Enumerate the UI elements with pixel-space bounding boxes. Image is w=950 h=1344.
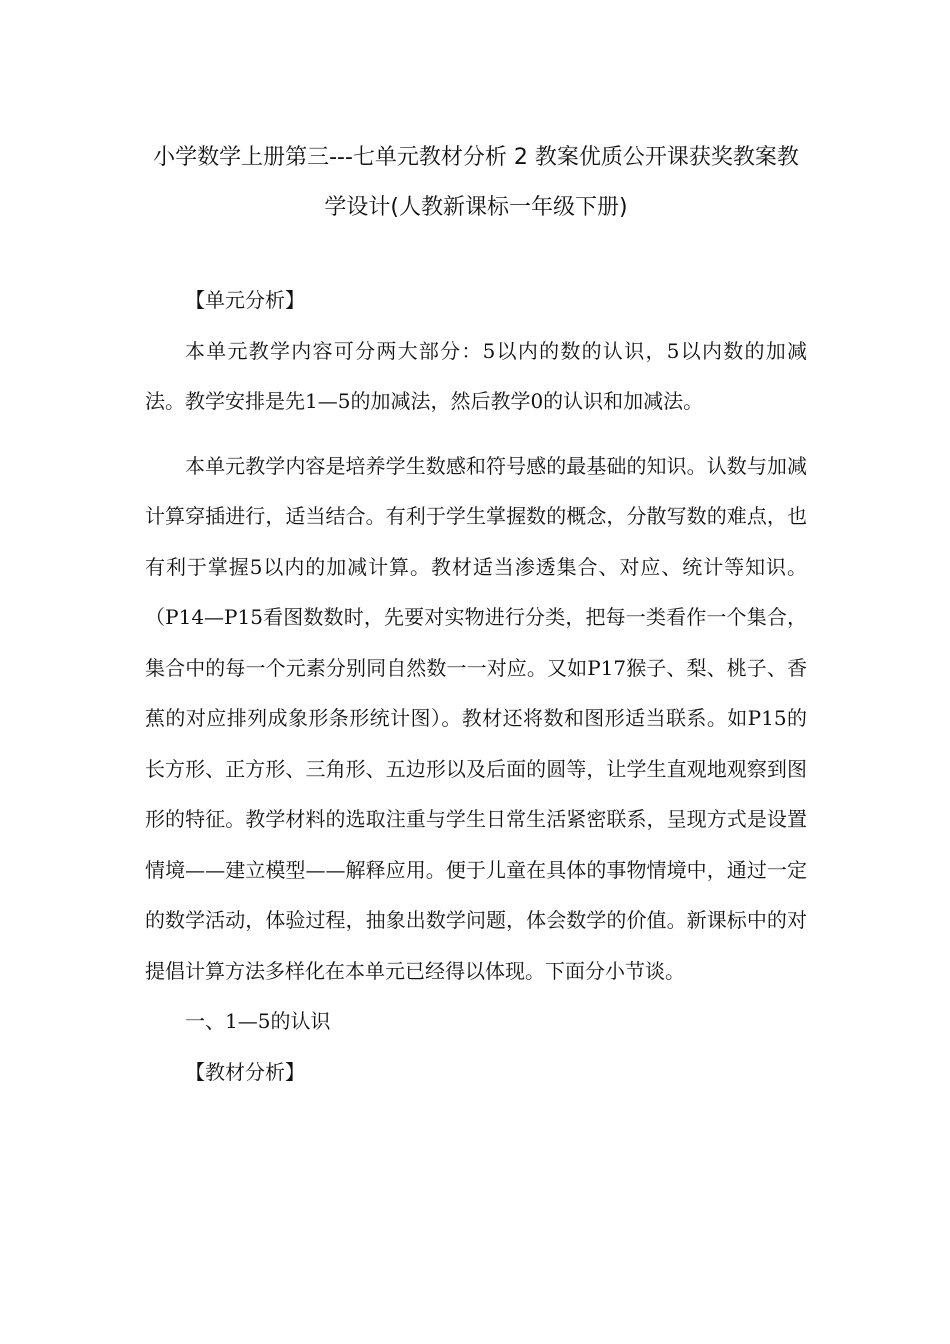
paragraph-1: 本单元教学内容可分两大部分：5以内的数的认识，5以内数的加减法。教学安排是先1—5的加减法，然后教学0的认识和加减法。 bbox=[145, 338, 807, 413]
unit-analysis-heading: 【单元分析】 bbox=[185, 288, 305, 312]
document-body bbox=[145, 275, 807, 1097]
subsection-heading: 一、1—5的认识 bbox=[185, 1009, 331, 1033]
material-analysis-heading: 【教材分析】 bbox=[185, 1059, 305, 1084]
paragraph-2: 本单元教学内容是培养学生数感和符号感的最基础的知识。认数与加减计算穿插进行，适当结合。有利于学生掌握数的概念，分散写数的难点，也有利于掌握5以内的加减计算。教材适当渗透集合、对应、统计等知识。（P14—P15看图数数时，先要对实物进行分类，把每一类看作一个集合，集合中的每一个元素分别同自然数一一对应。又如P17猴子、梨、桃子、香蕉的对应排列成象形条形统计图）。教材还将数和图形适当联系。如P15的长方形、正方形、三角形、五边形以及后面的圆等，让学生直观地观察到图形的特征。教学材料的选取注重与学生日常生活紧密联系，呈现方式是设置情境——建立模型——解释应用。便于儿童在具体的事物情境中，通过一定的数学活动，体验过程，抽象出数学问题，体会数学的价值。新课标中的对提倡计算方法多样化在本单元已经得以体现。下面分小节谈。 bbox=[145, 453, 807, 983]
document-title: 小学数学上册第三---七单元教材分析 2 教案优质公开课获奖教案教学设计(人教新课标一年级下册) bbox=[153, 145, 799, 220]
